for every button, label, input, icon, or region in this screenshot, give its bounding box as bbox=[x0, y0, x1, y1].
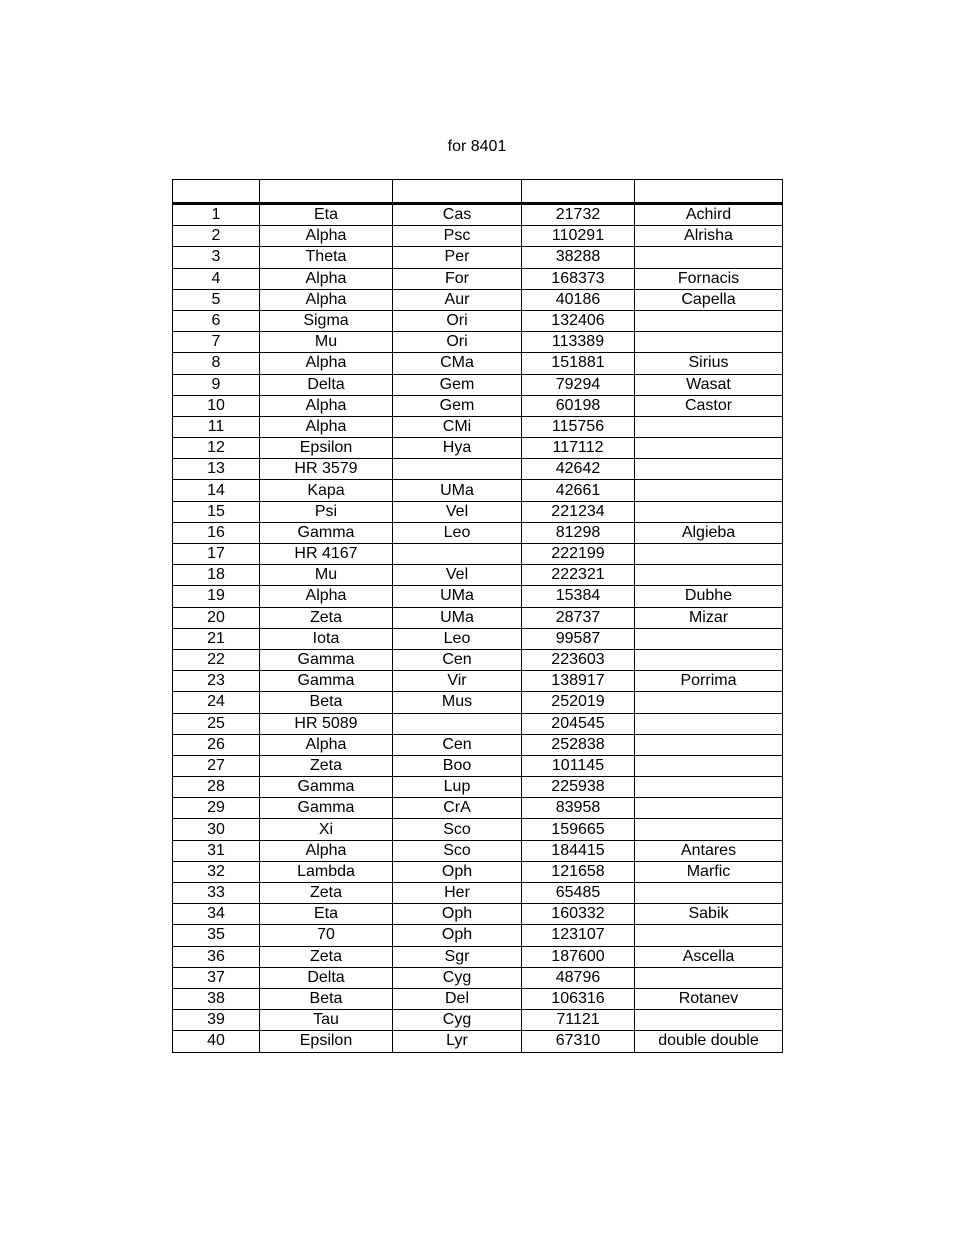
cell-designation: Alpha bbox=[260, 395, 393, 416]
cell-designation: Xi bbox=[260, 819, 393, 840]
cell-name bbox=[635, 628, 783, 649]
cell-name bbox=[635, 501, 783, 522]
cell-constellation: Oph bbox=[393, 904, 522, 925]
cell-designation: Alpha bbox=[260, 840, 393, 861]
cell-name bbox=[635, 544, 783, 565]
cell-designation: Mu bbox=[260, 565, 393, 586]
table-row bbox=[173, 204, 783, 226]
cell-catalog: 15384 bbox=[522, 586, 635, 607]
table-row bbox=[173, 628, 783, 649]
header-cell-name bbox=[635, 180, 783, 204]
cell-catalog: 42661 bbox=[522, 480, 635, 501]
cell-designation: Iota bbox=[260, 628, 393, 649]
cell-number: 19 bbox=[173, 586, 260, 607]
cell-number: 36 bbox=[173, 946, 260, 967]
table-row bbox=[173, 522, 783, 543]
cell-catalog: 113389 bbox=[522, 332, 635, 353]
header-cell-catalog bbox=[522, 180, 635, 204]
cell-constellation: For bbox=[393, 268, 522, 289]
cell-name bbox=[635, 734, 783, 755]
cell-designation: Gamma bbox=[260, 522, 393, 543]
cell-catalog: 81298 bbox=[522, 522, 635, 543]
table-row bbox=[173, 734, 783, 755]
cell-constellation: Oph bbox=[393, 925, 522, 946]
cell-constellation: Her bbox=[393, 883, 522, 904]
cell-constellation: Leo bbox=[393, 628, 522, 649]
cell-number: 35 bbox=[173, 925, 260, 946]
cell-designation: Alpha bbox=[260, 289, 393, 310]
cell-name bbox=[635, 480, 783, 501]
table-row bbox=[173, 967, 783, 988]
table-header bbox=[173, 180, 783, 204]
cell-name: Sabik bbox=[635, 904, 783, 925]
cell-name: Porrima bbox=[635, 671, 783, 692]
cell-constellation: UMa bbox=[393, 586, 522, 607]
cell-number: 11 bbox=[173, 416, 260, 437]
cell-catalog: 184415 bbox=[522, 840, 635, 861]
cell-constellation: Hya bbox=[393, 438, 522, 459]
cell-name bbox=[635, 883, 783, 904]
cell-designation: Gamma bbox=[260, 671, 393, 692]
table-row bbox=[173, 988, 783, 1009]
cell-name bbox=[635, 755, 783, 776]
cell-number: 14 bbox=[173, 480, 260, 501]
cell-catalog: 67310 bbox=[522, 1031, 635, 1052]
cell-constellation bbox=[393, 544, 522, 565]
cell-catalog: 252838 bbox=[522, 734, 635, 755]
cell-name bbox=[635, 713, 783, 734]
cell-name: Marfic bbox=[635, 861, 783, 882]
table-row bbox=[173, 798, 783, 819]
cell-catalog: 222199 bbox=[522, 544, 635, 565]
cell-name bbox=[635, 459, 783, 480]
table-row bbox=[173, 438, 783, 459]
cell-constellation: Cyg bbox=[393, 967, 522, 988]
cell-number: 24 bbox=[173, 692, 260, 713]
cell-number: 37 bbox=[173, 967, 260, 988]
cell-catalog: 223603 bbox=[522, 649, 635, 670]
cell-constellation: Boo bbox=[393, 755, 522, 776]
cell-name bbox=[635, 819, 783, 840]
cell-name: Antares bbox=[635, 840, 783, 861]
cell-number: 15 bbox=[173, 501, 260, 522]
cell-name: Mizar bbox=[635, 607, 783, 628]
cell-number: 30 bbox=[173, 819, 260, 840]
cell-designation: 70 bbox=[260, 925, 393, 946]
cell-name: Capella bbox=[635, 289, 783, 310]
table-row bbox=[173, 671, 783, 692]
cell-catalog: 48796 bbox=[522, 967, 635, 988]
cell-catalog: 42642 bbox=[522, 459, 635, 480]
cell-catalog: 187600 bbox=[522, 946, 635, 967]
cell-catalog: 123107 bbox=[522, 925, 635, 946]
cell-catalog: 38288 bbox=[522, 247, 635, 268]
cell-designation: Zeta bbox=[260, 883, 393, 904]
cell-name bbox=[635, 565, 783, 586]
table-row bbox=[173, 840, 783, 861]
table-row bbox=[173, 289, 783, 310]
cell-catalog: 99587 bbox=[522, 628, 635, 649]
cell-constellation bbox=[393, 713, 522, 734]
cell-number: 39 bbox=[173, 1010, 260, 1031]
cell-constellation: Lyr bbox=[393, 1031, 522, 1052]
table-row bbox=[173, 904, 783, 925]
cell-constellation: Sgr bbox=[393, 946, 522, 967]
cell-catalog: 204545 bbox=[522, 713, 635, 734]
cell-catalog: 71121 bbox=[522, 1010, 635, 1031]
cell-number: 5 bbox=[173, 289, 260, 310]
cell-designation: Alpha bbox=[260, 226, 393, 247]
page-title: for 8401 bbox=[447, 138, 507, 155]
cell-constellation: Ori bbox=[393, 332, 522, 353]
table-row bbox=[173, 268, 783, 289]
cell-catalog: 79294 bbox=[522, 374, 635, 395]
table-row bbox=[173, 353, 783, 374]
cell-catalog: 21732 bbox=[522, 204, 635, 226]
table-row bbox=[173, 395, 783, 416]
cell-number: 34 bbox=[173, 904, 260, 925]
cell-constellation: CMi bbox=[393, 416, 522, 437]
cell-number: 13 bbox=[173, 459, 260, 480]
cell-name bbox=[635, 777, 783, 798]
cell-number: 16 bbox=[173, 522, 260, 543]
cell-designation: Delta bbox=[260, 374, 393, 395]
cell-designation: Mu bbox=[260, 332, 393, 353]
cell-number: 21 bbox=[173, 628, 260, 649]
cell-constellation: Vel bbox=[393, 565, 522, 586]
cell-designation: Sigma bbox=[260, 310, 393, 331]
cell-number: 7 bbox=[173, 332, 260, 353]
cell-name: Fornacis bbox=[635, 268, 783, 289]
cell-catalog: 151881 bbox=[522, 353, 635, 374]
cell-constellation: Cen bbox=[393, 649, 522, 670]
cell-designation: Kapa bbox=[260, 480, 393, 501]
cell-constellation: Oph bbox=[393, 861, 522, 882]
cell-number: 2 bbox=[173, 226, 260, 247]
table-row bbox=[173, 946, 783, 967]
cell-catalog: 40186 bbox=[522, 289, 635, 310]
table-body bbox=[173, 204, 783, 1053]
cell-name: Alrisha bbox=[635, 226, 783, 247]
cell-name bbox=[635, 332, 783, 353]
table-row bbox=[173, 332, 783, 353]
cell-name: Castor bbox=[635, 395, 783, 416]
table-row bbox=[173, 607, 783, 628]
cell-number: 20 bbox=[173, 607, 260, 628]
cell-constellation bbox=[393, 459, 522, 480]
cell-constellation: Ori bbox=[393, 310, 522, 331]
cell-number: 3 bbox=[173, 247, 260, 268]
cell-catalog: 60198 bbox=[522, 395, 635, 416]
cell-designation: Psi bbox=[260, 501, 393, 522]
cell-designation: Zeta bbox=[260, 755, 393, 776]
cell-designation: Beta bbox=[260, 692, 393, 713]
table-row bbox=[173, 819, 783, 840]
cell-constellation: CrA bbox=[393, 798, 522, 819]
cell-name: Wasat bbox=[635, 374, 783, 395]
cell-number: 22 bbox=[173, 649, 260, 670]
cell-name bbox=[635, 438, 783, 459]
cell-designation: Alpha bbox=[260, 353, 393, 374]
cell-number: 29 bbox=[173, 798, 260, 819]
cell-constellation: Cen bbox=[393, 734, 522, 755]
table-row bbox=[173, 416, 783, 437]
cell-catalog: 168373 bbox=[522, 268, 635, 289]
cell-catalog: 121658 bbox=[522, 861, 635, 882]
cell-number: 38 bbox=[173, 988, 260, 1009]
table-row bbox=[173, 1031, 783, 1052]
cell-catalog: 117112 bbox=[522, 438, 635, 459]
cell-number: 4 bbox=[173, 268, 260, 289]
cell-number: 23 bbox=[173, 671, 260, 692]
cell-number: 1 bbox=[173, 204, 260, 226]
table-row bbox=[173, 226, 783, 247]
table-row bbox=[173, 586, 783, 607]
table-row bbox=[173, 501, 783, 522]
cell-number: 27 bbox=[173, 755, 260, 776]
cell-catalog: 115756 bbox=[522, 416, 635, 437]
cell-name bbox=[635, 925, 783, 946]
cell-name bbox=[635, 1010, 783, 1031]
cell-designation: Tau bbox=[260, 1010, 393, 1031]
cell-catalog: 101145 bbox=[522, 755, 635, 776]
cell-designation: Alpha bbox=[260, 416, 393, 437]
cell-number: 32 bbox=[173, 861, 260, 882]
cell-number: 33 bbox=[173, 883, 260, 904]
cell-catalog: 159665 bbox=[522, 819, 635, 840]
cell-designation: Gamma bbox=[260, 777, 393, 798]
cell-designation: Beta bbox=[260, 988, 393, 1009]
cell-constellation: CMa bbox=[393, 353, 522, 374]
cell-constellation: Per bbox=[393, 247, 522, 268]
table-row bbox=[173, 861, 783, 882]
cell-name bbox=[635, 310, 783, 331]
cell-designation: Epsilon bbox=[260, 438, 393, 459]
table-row bbox=[173, 692, 783, 713]
table-row bbox=[173, 544, 783, 565]
header-row bbox=[173, 180, 783, 204]
cell-number: 31 bbox=[173, 840, 260, 861]
cell-constellation: Gem bbox=[393, 374, 522, 395]
cell-designation: Theta bbox=[260, 247, 393, 268]
cell-designation: Epsilon bbox=[260, 1031, 393, 1052]
cell-catalog: 83958 bbox=[522, 798, 635, 819]
cell-designation: Lambda bbox=[260, 861, 393, 882]
table-row bbox=[173, 649, 783, 670]
cell-name: Achird bbox=[635, 204, 783, 226]
cell-constellation: Lup bbox=[393, 777, 522, 798]
header-cell-number bbox=[173, 180, 260, 204]
cell-catalog: 252019 bbox=[522, 692, 635, 713]
cell-constellation: Gem bbox=[393, 395, 522, 416]
cell-constellation: Vel bbox=[393, 501, 522, 522]
table-row bbox=[173, 565, 783, 586]
cell-designation: Zeta bbox=[260, 946, 393, 967]
cell-designation: HR 4167 bbox=[260, 544, 393, 565]
cell-constellation: Mus bbox=[393, 692, 522, 713]
cell-name bbox=[635, 798, 783, 819]
cell-designation: Eta bbox=[260, 204, 393, 226]
cell-name bbox=[635, 247, 783, 268]
cell-name: Dubhe bbox=[635, 586, 783, 607]
cell-catalog: 160332 bbox=[522, 904, 635, 925]
table-row bbox=[173, 480, 783, 501]
cell-designation: Alpha bbox=[260, 734, 393, 755]
table-row bbox=[173, 247, 783, 268]
cell-constellation: Cyg bbox=[393, 1010, 522, 1031]
cell-number: 9 bbox=[173, 374, 260, 395]
cell-number: 8 bbox=[173, 353, 260, 374]
cell-constellation: Vir bbox=[393, 671, 522, 692]
cell-catalog: 106316 bbox=[522, 988, 635, 1009]
cell-designation: HR 3579 bbox=[260, 459, 393, 480]
cell-catalog: 65485 bbox=[522, 883, 635, 904]
cell-name: Algieba bbox=[635, 522, 783, 543]
cell-catalog: 225938 bbox=[522, 777, 635, 798]
cell-name bbox=[635, 416, 783, 437]
table-row bbox=[173, 459, 783, 480]
cell-catalog: 28737 bbox=[522, 607, 635, 628]
cell-designation: Gamma bbox=[260, 798, 393, 819]
cell-constellation: UMa bbox=[393, 480, 522, 501]
cell-name: Rotanev bbox=[635, 988, 783, 1009]
cell-designation: Eta bbox=[260, 904, 393, 925]
cell-name: Sirius bbox=[635, 353, 783, 374]
cell-constellation: Cas bbox=[393, 204, 522, 226]
cell-constellation: Psc bbox=[393, 226, 522, 247]
cell-catalog: 138917 bbox=[522, 671, 635, 692]
cell-number: 17 bbox=[173, 544, 260, 565]
cell-catalog: 132406 bbox=[522, 310, 635, 331]
cell-number: 26 bbox=[173, 734, 260, 755]
table-row bbox=[173, 755, 783, 776]
cell-constellation: Del bbox=[393, 988, 522, 1009]
cell-designation: Alpha bbox=[260, 268, 393, 289]
cell-number: 6 bbox=[173, 310, 260, 331]
cell-number: 40 bbox=[173, 1031, 260, 1052]
cell-designation: Gamma bbox=[260, 649, 393, 670]
cell-name bbox=[635, 692, 783, 713]
cell-name: double double bbox=[635, 1031, 783, 1052]
cell-catalog: 222321 bbox=[522, 565, 635, 586]
table-row bbox=[173, 713, 783, 734]
cell-number: 12 bbox=[173, 438, 260, 459]
table-row bbox=[173, 374, 783, 395]
cell-constellation: UMa bbox=[393, 607, 522, 628]
cell-number: 18 bbox=[173, 565, 260, 586]
cell-name: Ascella bbox=[635, 946, 783, 967]
header-cell-constellation bbox=[393, 180, 522, 204]
table-row bbox=[173, 777, 783, 798]
cell-designation: Zeta bbox=[260, 607, 393, 628]
cell-designation: Alpha bbox=[260, 586, 393, 607]
cell-designation: Delta bbox=[260, 967, 393, 988]
cell-catalog: 221234 bbox=[522, 501, 635, 522]
cell-name bbox=[635, 649, 783, 670]
cell-constellation: Aur bbox=[393, 289, 522, 310]
table-row bbox=[173, 883, 783, 904]
cell-catalog: 110291 bbox=[522, 226, 635, 247]
star-list-table bbox=[172, 179, 783, 1053]
cell-number: 25 bbox=[173, 713, 260, 734]
cell-constellation: Sco bbox=[393, 819, 522, 840]
cell-number: 28 bbox=[173, 777, 260, 798]
table-row bbox=[173, 310, 783, 331]
cell-constellation: Sco bbox=[393, 840, 522, 861]
table-row bbox=[173, 1010, 783, 1031]
cell-number: 10 bbox=[173, 395, 260, 416]
table-row bbox=[173, 925, 783, 946]
cell-constellation: Leo bbox=[393, 522, 522, 543]
header-cell-designation bbox=[260, 180, 393, 204]
cell-name bbox=[635, 967, 783, 988]
cell-designation: HR 5089 bbox=[260, 713, 393, 734]
